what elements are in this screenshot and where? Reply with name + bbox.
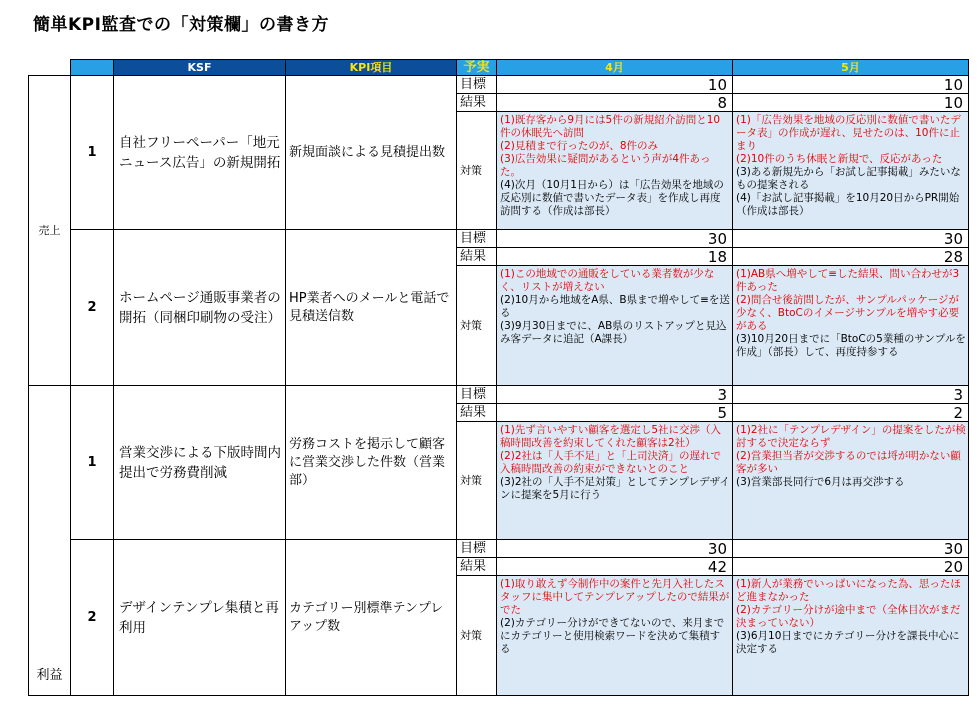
category-cell: 売上 bbox=[29, 76, 71, 386]
measure-note-actions: (2)カテゴリー分けができてないので、来月までにカテゴリーと使用検索ワードを決めて集積する bbox=[500, 617, 725, 655]
category-cell: 利益 bbox=[29, 386, 71, 696]
measure-label: 対策 bbox=[457, 112, 497, 230]
result-value-m2: 10 bbox=[733, 94, 969, 112]
measure-note-m2 bbox=[733, 266, 969, 386]
kpi-item-cell: 労務コストを掲示して顧客に営業交渉した件数（営業部） bbox=[286, 386, 457, 540]
result-value-m2: 28 bbox=[733, 248, 969, 266]
target-label: 目標 bbox=[457, 76, 497, 94]
measure-note-m1 bbox=[497, 422, 733, 540]
row-number: 1 bbox=[71, 386, 114, 540]
target-label: 目標 bbox=[457, 540, 497, 558]
result-value-m2: 20 bbox=[733, 558, 969, 576]
ksf-cell: デザインテンプレ集積と再利用 bbox=[114, 540, 286, 696]
table-row bbox=[29, 230, 969, 248]
header-kpi: KPI項目 bbox=[286, 60, 457, 76]
table-row bbox=[29, 540, 969, 558]
measure-note-m2 bbox=[733, 112, 969, 230]
target-value-m1: 30 bbox=[497, 540, 733, 558]
header-month-1: 4月 bbox=[497, 60, 733, 76]
row-number: 1 bbox=[71, 76, 114, 230]
kpi-item-cell: 新規面談による見積提出数 bbox=[286, 76, 457, 230]
target-value-m2: 3 bbox=[733, 386, 969, 404]
header-blank bbox=[29, 60, 71, 76]
target-label: 目標 bbox=[457, 230, 497, 248]
header-ksf: KSF bbox=[114, 60, 286, 76]
measure-note-actions: (3)2社の「人手不足対策」としてテンプレデザインに提案を5月に行う bbox=[500, 476, 730, 501]
measure-label: 対策 bbox=[457, 576, 497, 696]
target-label: 目標 bbox=[457, 386, 497, 404]
row-number: 2 bbox=[71, 540, 114, 696]
kpi-audit-table bbox=[28, 59, 969, 696]
measure-label: 対策 bbox=[457, 422, 497, 540]
measure-note-issues: (1)2社に「テンプレデザイン」の提案をしたが検討するで決定ならず (2)営業担当者が交渉するのでは埒が明かない顧客が多い bbox=[736, 424, 966, 475]
measure-note-actions: (2)10月から地域をA県、B県まで増やして≡を送る (3)9月30日までに、AB県のリストアップと見込み客データに追記（A課長） bbox=[500, 294, 730, 345]
result-value-m1: 5 bbox=[497, 404, 733, 422]
measure-note-issues: (1)AB県へ増やして≡した結果、問い合わせが3件あった (2)問合せ後訪問したが、サンプルパッケージが少なく、BtoCのイメージサンプルを増やす必要がある bbox=[736, 268, 960, 332]
measure-label: 対策 bbox=[457, 266, 497, 386]
measure-note-actions: (3)10月20日までに「BtoCの5業種のサンプルを作成」（部長）して、再度持参する bbox=[736, 333, 966, 358]
result-label: 結果 bbox=[457, 558, 497, 576]
row-number: 2 bbox=[71, 230, 114, 386]
target-value-m2: 10 bbox=[733, 76, 969, 94]
measure-note-m2 bbox=[733, 576, 969, 696]
result-value-m2: 2 bbox=[733, 404, 969, 422]
measure-note-m1 bbox=[497, 112, 733, 230]
measure-note-issues: (1)先ず言いやすい顧客を選定し5社に交渉（入稿時間改善を約束してくれた顧客は2社） (2)2社は「人手不足」と「上司決済」の遅れで入稿時間改善の約束ができないとのこと bbox=[500, 424, 722, 475]
table-row bbox=[29, 386, 969, 404]
measure-note-issues: (1)既存客から9月には5件の新規紹介訪問と10件の休眠先へ訪問 (2)見積まで行ったのが、8件のみ (3)広告効果に疑問があるという声が4件あった。 bbox=[500, 114, 721, 178]
target-value-m1: 10 bbox=[497, 76, 733, 94]
header-no bbox=[71, 60, 114, 76]
result-value-m1: 8 bbox=[497, 94, 733, 112]
result-label: 結果 bbox=[457, 94, 497, 112]
measure-note-m2 bbox=[733, 422, 969, 540]
measure-note-actions: (3)6月10日までにカテゴリー分けを課長中心に決定する bbox=[736, 630, 960, 655]
result-label: 結果 bbox=[457, 248, 497, 266]
result-value-m1: 42 bbox=[497, 558, 733, 576]
header-row bbox=[29, 60, 969, 76]
result-value-m1: 18 bbox=[497, 248, 733, 266]
result-label: 結果 bbox=[457, 404, 497, 422]
ksf-cell: 自社フリーペーパー「地元ニュース広告」の新規開拓 bbox=[114, 76, 286, 230]
measure-note-issues: (1)取り敢えず今制作中の案件と先月入社したスタッフに集中してテンプレアップしたので結果がでた bbox=[500, 578, 730, 616]
measure-note-m1 bbox=[497, 266, 733, 386]
header-month-2: 5月 bbox=[733, 60, 969, 76]
measure-note-actions: (4)次月（10月1日から）は「広告効果を地域の反応別に数値で書いたデータ表」を作成し再度訪問する（作成は部長） bbox=[500, 179, 724, 217]
measure-note-m1 bbox=[497, 576, 733, 696]
measure-note-issues: (1)この地域での通販をしている業者数が少なく、リストが増えない bbox=[500, 268, 715, 293]
measure-note-actions: (3)ある新規先から「お試し記事掲載」みたいなもの提案される (4)「お試し記事掲載」を10月20日からPR開始（作成は部長） bbox=[736, 166, 961, 217]
header-yojitsu: 予実 bbox=[457, 60, 497, 76]
measure-note-issues: (1)「広告効果を地域の反応別に数値で書いたデータ表」の作成が遅れ、見せたのは、10件に止まり (2)10件のうち休眠と新規で、反応があった bbox=[736, 114, 961, 165]
target-value-m2: 30 bbox=[733, 540, 969, 558]
measure-note-actions: (3)営業部長同行で6月は再交渉する bbox=[736, 476, 905, 488]
kpi-item-cell: カテゴリー別標準テンプレアップ数 bbox=[286, 540, 457, 696]
target-value-m1: 3 bbox=[497, 386, 733, 404]
ksf-cell: ホームページ通販事業者の開拓（同梱印刷物の受注） bbox=[114, 230, 286, 386]
page-title: 簡単KPI監査での「対策欄」の書き方 bbox=[33, 15, 329, 35]
kpi-item-cell: HP業者へのメールと電話で見積送信数 bbox=[286, 230, 457, 386]
measure-note-issues: (1)新人が業務でいっぱいになった為、思ったほど進まなかった (2)カテゴリー分けが途中まで（全体目次がまだ決まっていない） bbox=[736, 578, 961, 629]
target-value-m1: 30 bbox=[497, 230, 733, 248]
ksf-cell: 営業交渉による下版時間内提出で労務費削減 bbox=[114, 386, 286, 540]
target-value-m2: 30 bbox=[733, 230, 969, 248]
table-row bbox=[29, 76, 969, 94]
